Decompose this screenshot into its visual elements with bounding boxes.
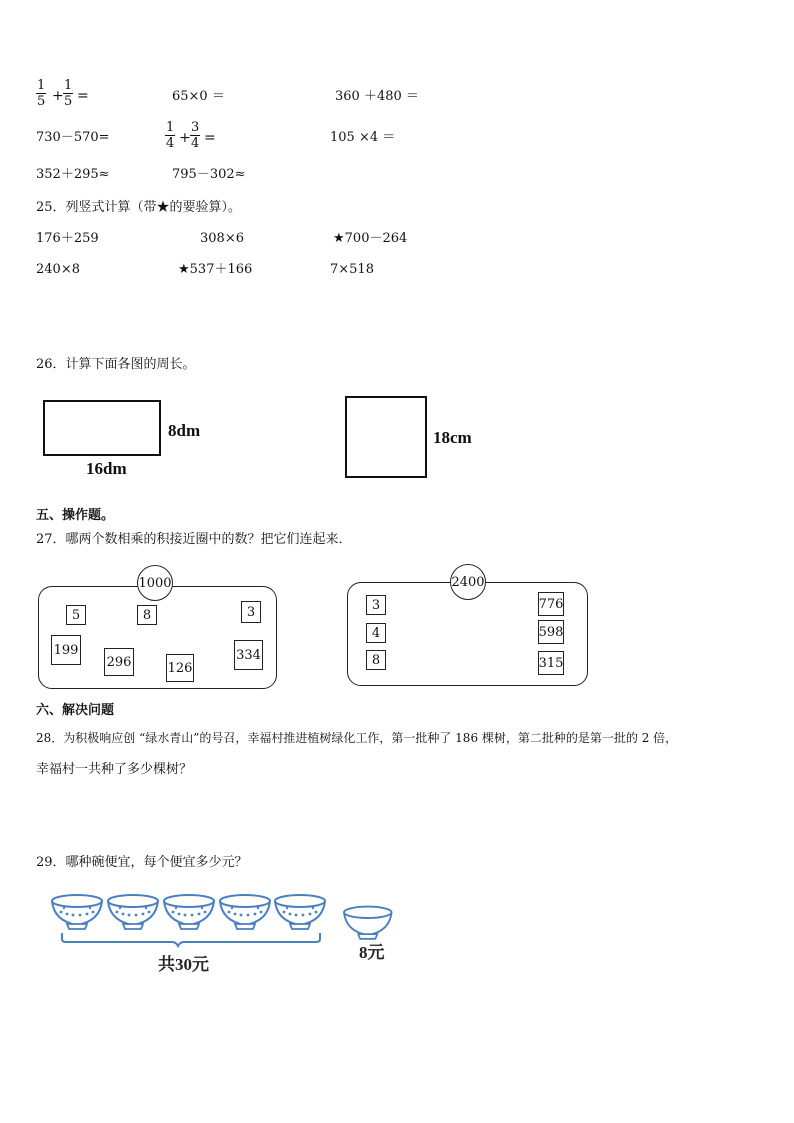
number-box[interactable]: 598 — [538, 620, 564, 644]
section-5-heading: 五、操作题。 — [36, 508, 115, 523]
q25-item: 240×8 — [36, 262, 80, 277]
q28-line-2: 幸福村一共种了多少棵树？ — [36, 762, 193, 777]
number-box[interactable]: 776 — [538, 592, 564, 616]
cheap-bowl-2 — [108, 895, 158, 929]
fraction-one-quarter: $\frac{1}{4}$ — [166, 120, 175, 151]
number-box[interactable]: 296 — [104, 648, 134, 676]
q28-line-1: 28．为积极响应创 “绿水青山”的号召，幸福村推进植树绿化工作，第一批种了 186 棵树，第二批种的是第一批的 2 倍， — [36, 731, 678, 745]
expr-360-plus-480: 360 ＋480 ＝ — [335, 89, 419, 104]
rectangle-figure — [43, 400, 161, 456]
number-box[interactable]: 8 — [137, 605, 157, 625]
equals-sign: = — [77, 88, 89, 104]
section-6-heading: 六、解决问题 — [36, 703, 115, 718]
q26-title: 26．计算下面各图的周长。 — [36, 357, 196, 372]
number-box[interactable]: 8 — [366, 650, 386, 670]
q25-item: 308×6 — [200, 231, 244, 246]
q25-item: 7×518 — [330, 262, 374, 277]
q25-item: 176＋259 — [36, 231, 99, 246]
expr-352-plus-295: 352＋295≈ — [36, 167, 110, 182]
number-box[interactable]: 5 — [66, 605, 86, 625]
expr-795-minus-302: 795－302≈ — [172, 167, 246, 182]
plus-sign: + — [52, 88, 64, 104]
number-box[interactable]: 126 — [166, 654, 194, 682]
number-box[interactable]: 3 — [366, 595, 386, 615]
number-box[interactable]: 3 — [241, 601, 261, 623]
group-brace — [62, 933, 320, 946]
rect-height-label: 8dm — [168, 421, 201, 440]
rect-width-label: 16dm — [86, 459, 127, 478]
q25-item: ★700－264 — [333, 231, 408, 246]
q25-item: ★537＋166 — [178, 262, 253, 277]
number-box[interactable]: 315 — [538, 651, 564, 675]
expr-105x4: 105 ×4 ＝ — [330, 130, 396, 145]
fraction-one-fifth-b: $\frac{1}{5}$ — [64, 78, 73, 109]
equals-sign: = — [204, 130, 216, 146]
cheap-bowl-1 — [52, 895, 102, 929]
fraction-one-fifth-a: $\frac{1}{5}$ — [37, 78, 46, 109]
target-circle-2400: 2400 — [450, 564, 486, 600]
plus-sign: + — [179, 130, 191, 146]
cheap-bowl-3 — [164, 895, 214, 929]
cheap-bowl-5 — [275, 895, 325, 929]
q25-title: 25．列竖式计算（带★的要验算）。 — [36, 200, 242, 215]
number-box[interactable]: 199 — [51, 635, 81, 665]
q29-title: 29．哪种碗便宜，每个便宜多少元？ — [36, 855, 248, 870]
single-bowl — [344, 907, 392, 939]
target-circle-1000: 1000 — [137, 565, 173, 601]
number-box[interactable]: 4 — [366, 623, 386, 643]
square-figure — [345, 396, 427, 478]
fraction-three-quarters: $\frac{3}{4}$ — [191, 120, 200, 151]
expr-730-minus-570: 730－570= — [36, 130, 110, 145]
q27-title: 27．哪两个数相乘的积接近圈中的数？把它们连起来． — [36, 532, 352, 547]
single-price-label: 8元 — [359, 943, 385, 962]
number-box[interactable]: 334 — [234, 640, 263, 670]
group-price-label: 共30元 — [158, 955, 209, 974]
cheap-bowl-4 — [220, 895, 270, 929]
square-side-label: 18cm — [433, 428, 472, 447]
expr-65x0: 65×0 ＝ — [172, 89, 225, 104]
